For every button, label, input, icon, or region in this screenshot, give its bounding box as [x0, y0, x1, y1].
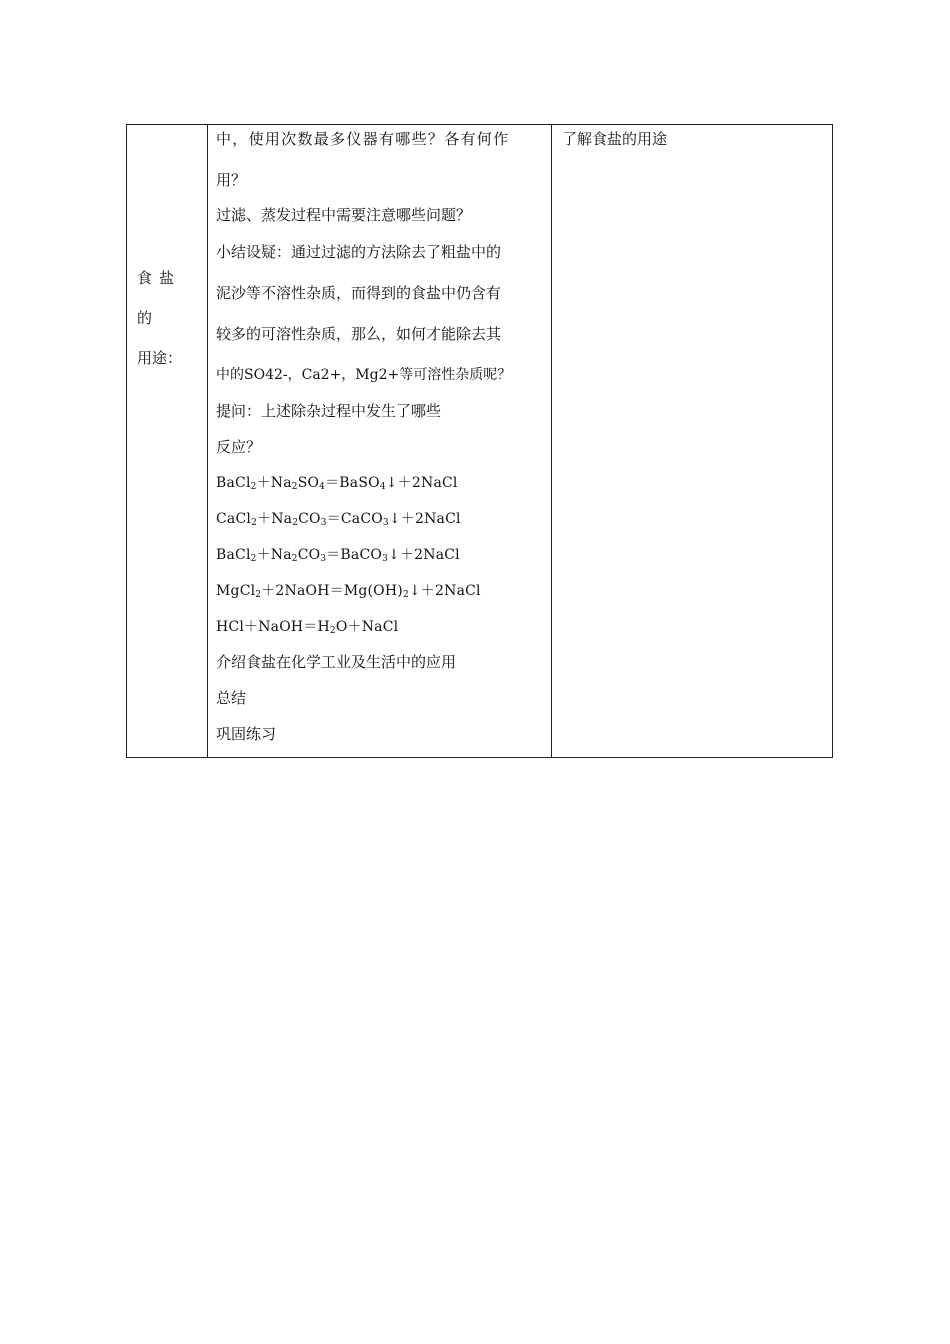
equation-3: $BaCl_2+Na_2CO_3=BaCO_3↓+2NaCl$ — [216, 547, 460, 564]
content-line: 用？ — [216, 171, 247, 189]
topic-line-2: 用途： — [137, 349, 183, 367]
content-line: 泥沙等不溶性杂质，而得到的食盐中仍含有 — [216, 284, 502, 302]
content-line: 过滤、蒸发过程中需要注意哪些问题？ — [216, 206, 472, 224]
goal-cell — [552, 125, 832, 757]
goal-text: 了解食盐的用途 — [562, 130, 668, 148]
topic-label — [137, 258, 201, 378]
topic-line-1: 食盐的 — [137, 269, 182, 327]
equation-1: $BaCl_2+Na_2SO_4=BaSO_4↓+2NaCl$ — [216, 475, 458, 492]
equation-5: $HCl+NaOH=H_2O+NaCl$ — [216, 619, 399, 636]
equation-2: $CaCl_2+Na_2CO_3=CaCO_3↓+2NaCl$ — [216, 511, 461, 528]
content-line: 小结设疑：通过过滤的方法除去了粗盐中的 — [216, 243, 502, 261]
equation-4: $MgCl_2+2NaOH=Mg(OH)_2↓+2NaCl$ — [216, 583, 481, 600]
content-line: 介绍食盐在化学工业及生活中的应用 — [216, 653, 457, 671]
content-line: 较多的可溶性杂质，那么，如何才能除去其 — [216, 325, 502, 343]
content-line: 提问：上述除杂过程中发生了哪些 — [216, 402, 442, 420]
content-line: 总结 — [216, 689, 247, 707]
content-line: 中的SO42-，Ca2+，Mg2+等可溶性杂质呢？ — [216, 367, 512, 383]
content-cell — [207, 125, 552, 757]
lesson-table — [126, 124, 833, 758]
content-line: 中，使用次数最多仪器有哪些？各有何作 — [216, 130, 510, 148]
content-line: 巩固练习 — [216, 725, 277, 743]
topic-cell — [127, 125, 208, 757]
content-line: 反应？ — [216, 438, 262, 456]
